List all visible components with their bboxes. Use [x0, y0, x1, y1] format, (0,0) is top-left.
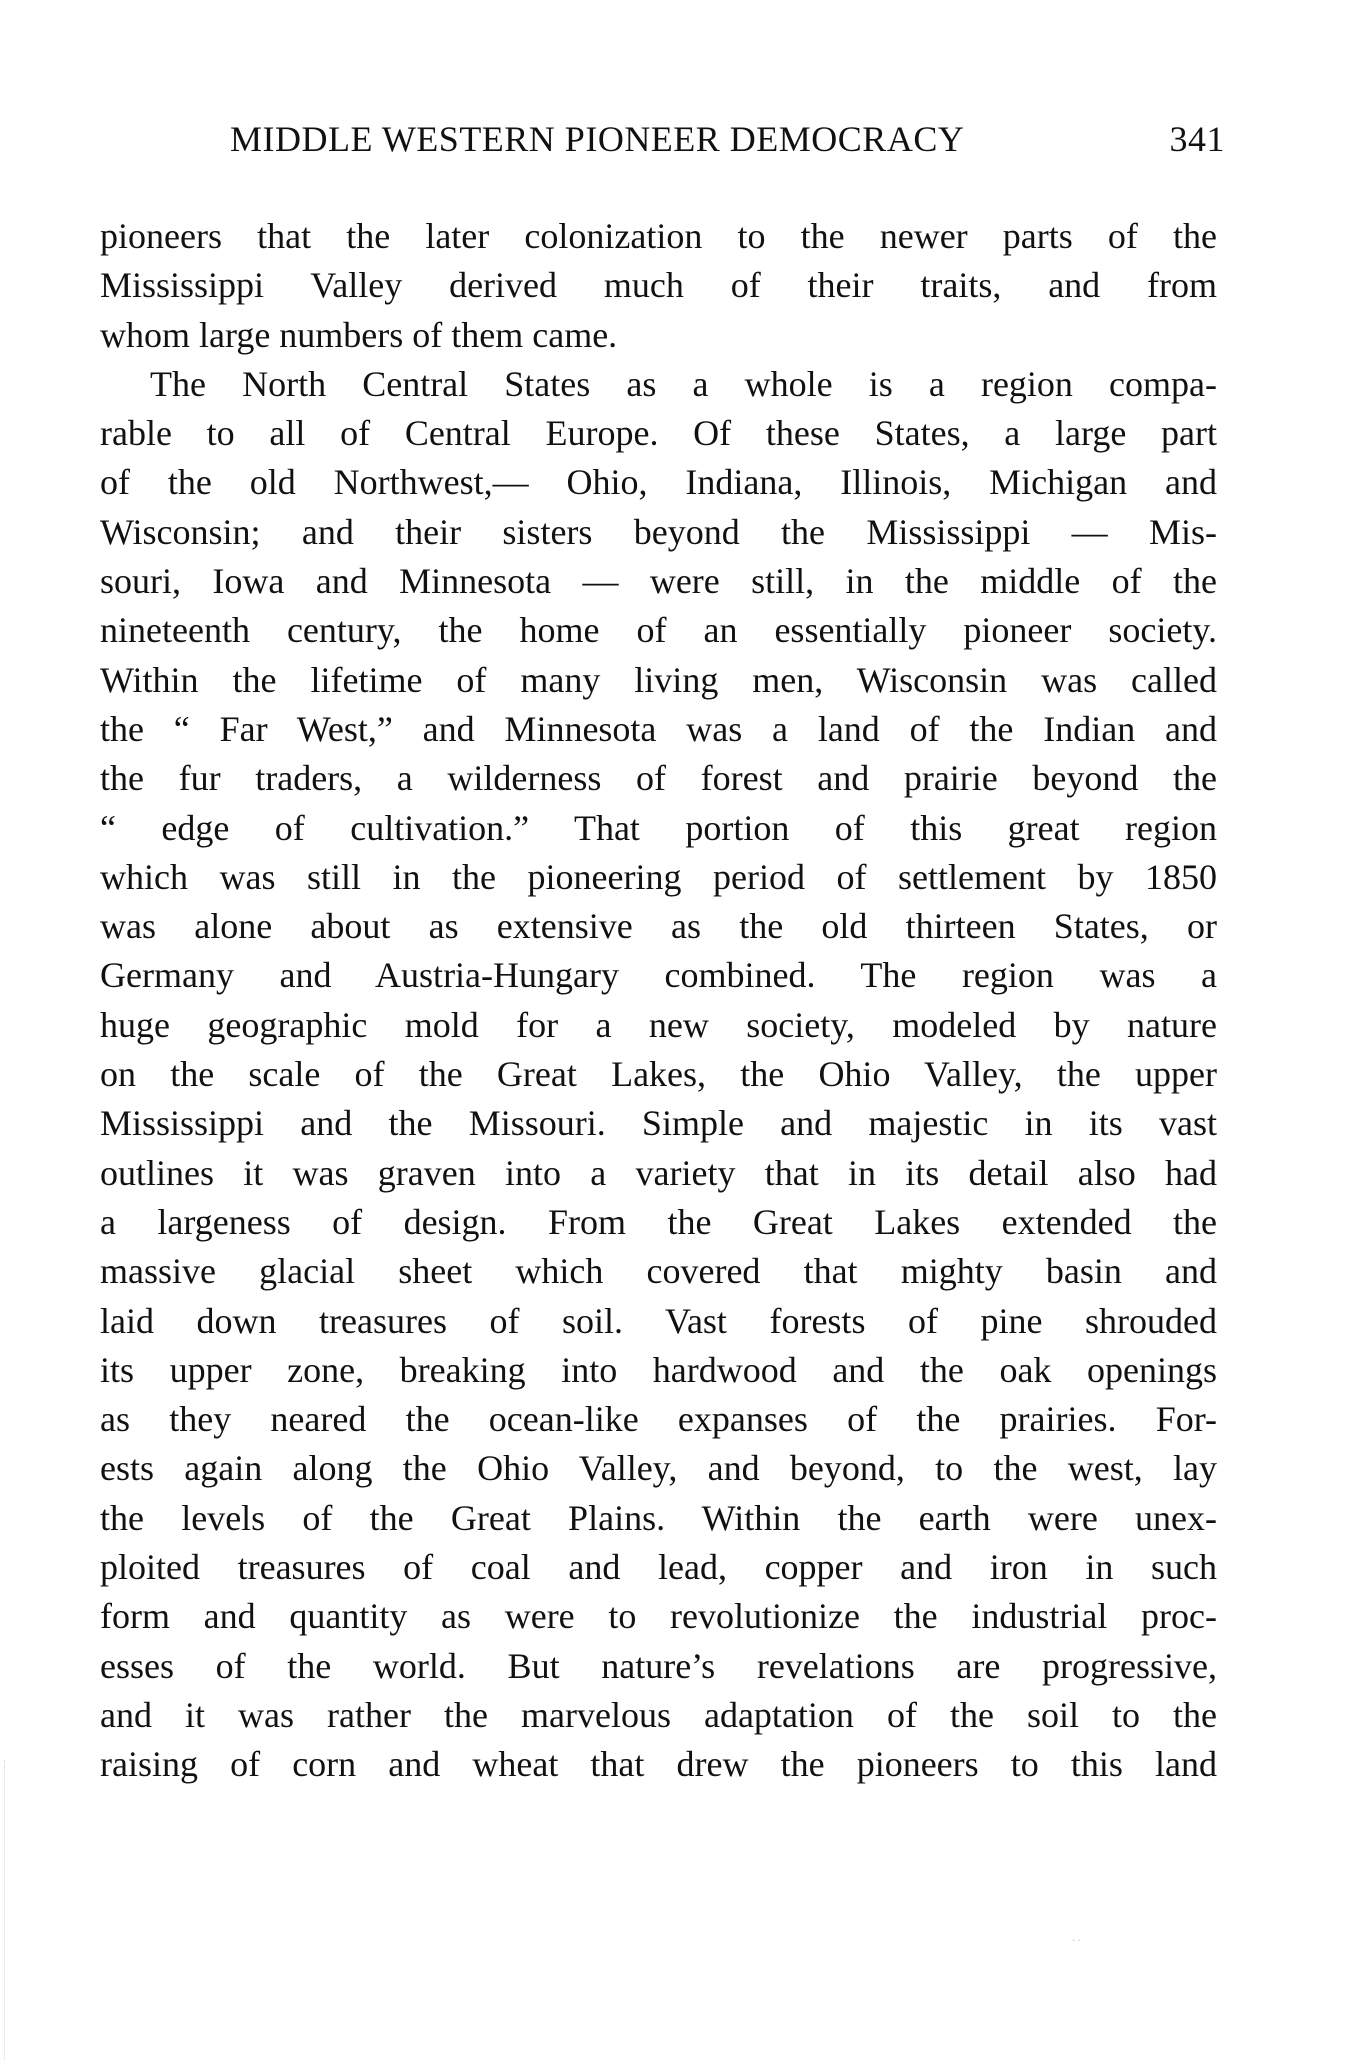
text-line: and it was rather the marvelous adaptation of the soil to the	[100, 1694, 1217, 1735]
text-line: as they neared the ocean-like expanses of the prairies. For-	[100, 1399, 1217, 1440]
text-line: Mississippi and the Missouri. Simple and majestic in its vast	[100, 1103, 1217, 1144]
text-line: of the old Northwest,— Ohio, Indiana, Illinois, Michigan and	[100, 462, 1217, 503]
text-line: was alone about as extensive as the old thirteen States, or	[100, 906, 1217, 947]
text-line: laid down treasures of soil. Vast forests of pine shrouded	[100, 1300, 1217, 1341]
text-line: its upper zone, breaking into hardwood and the oak openings	[100, 1349, 1217, 1390]
text-line: rable to all of Central Europe. Of these States, a large part	[100, 413, 1217, 454]
text-line: “ edge of cultivation.” That portion of this great region	[100, 807, 1217, 848]
running-head	[230, 118, 1225, 170]
text-line: which was still in the pioneering period of settlement by 1850	[100, 856, 1217, 897]
body-text	[100, 212, 1217, 1790]
scan-speck: ··	[1072, 1936, 1083, 1947]
text-line: the fur traders, a wilderness of forest and prairie beyond the	[100, 758, 1217, 799]
text-line: ests again along the Ohio Valley, and beyond, to the west, lay	[100, 1448, 1217, 1489]
text-line: Mississippi Valley derived much of their traits, and from	[100, 265, 1217, 306]
text-line: the “ Far West,” and Minnesota was a land of the Indian and	[100, 708, 1217, 749]
text-line: huge geographic mold for a new society, modeled by nature	[100, 1004, 1217, 1045]
text-line: souri, Iowa and Minnesota — were still, in the middle of the	[100, 561, 1217, 602]
text-line: massive glacial sheet which covered that mighty basin and	[100, 1251, 1217, 1292]
text-line: Wisconsin; and their sisters beyond the Mississippi — Mis-	[100, 511, 1217, 552]
text-line: nineteenth century, the home of an essentially pioneer society.	[100, 610, 1217, 651]
text-line: Germany and Austria-Hungary combined. The region was a	[100, 955, 1217, 996]
text-line: the levels of the Great Plains. Within the earth were unex-	[100, 1497, 1217, 1538]
text-line: a largeness of design. From the Great Lakes extended the	[100, 1201, 1217, 1242]
text-line: on the scale of the Great Lakes, the Ohio Valley, the upper	[100, 1054, 1217, 1095]
text-line: esses of the world. But nature’s revelations are progressive,	[100, 1645, 1217, 1686]
text-line: ploited treasures of coal and lead, copper and iron in such	[100, 1547, 1217, 1588]
paragraph-first-line: The North Central States as a whole is a region compa-	[150, 363, 1217, 404]
page-number: 341	[1169, 119, 1225, 159]
text-line: whom large numbers of them came.	[100, 314, 618, 355]
text-line: form and quantity as were to revolutionize the industrial proc-	[100, 1596, 1217, 1637]
running-title: MIDDLE WESTERN PIONEER DEMOCRACY	[230, 119, 965, 159]
text-line: raising of corn and wheat that drew the pioneers to this land	[100, 1744, 1217, 1785]
text-line: Within the lifetime of many living men, Wisconsin was called	[100, 659, 1217, 700]
scan-edge-mark	[4, 1760, 13, 2060]
text-line: pioneers that the later colonization to the newer parts of the	[100, 216, 1217, 256]
text-line: outlines it was graven into a variety that in its detail also had	[100, 1152, 1217, 1193]
